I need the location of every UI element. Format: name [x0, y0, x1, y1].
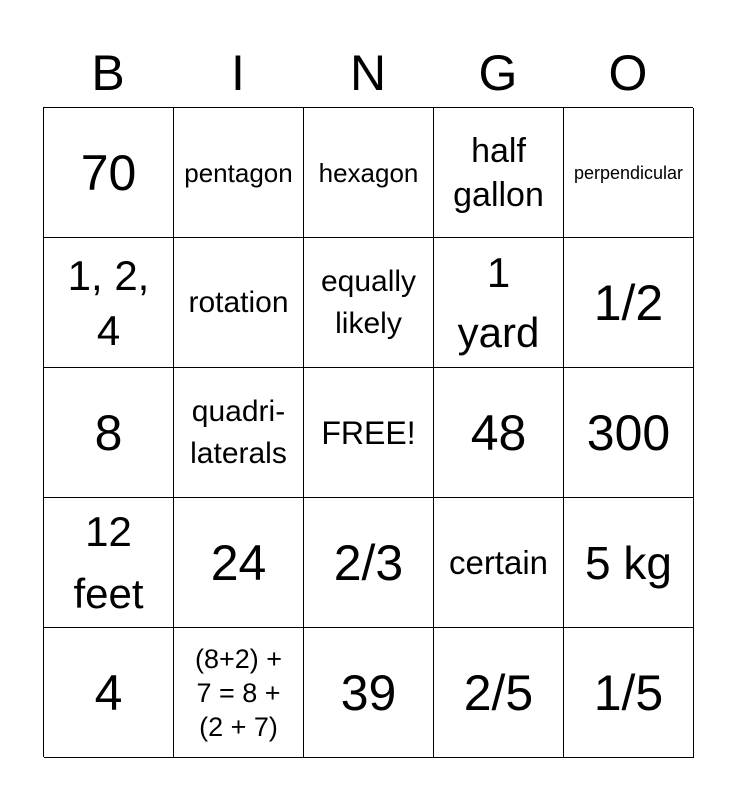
bingo-cell[interactable] — [44, 108, 174, 238]
bingo-cell[interactable] — [174, 628, 304, 758]
bingo-cell[interactable] — [174, 368, 304, 498]
header-letter-o: O — [608, 45, 648, 101]
cell-text: half gallon — [453, 131, 544, 214]
bingo-cell[interactable] — [44, 628, 174, 758]
cell-text: 24 — [210, 534, 267, 591]
header-letter-n: N — [349, 45, 387, 101]
cell-text: 2/5 — [463, 664, 534, 721]
header-letter-i: I — [231, 45, 245, 101]
bingo-cell[interactable] — [174, 498, 304, 628]
header-letter-g: G — [478, 45, 518, 101]
bingo-board — [43, 107, 693, 757]
bingo-cell[interactable] — [564, 368, 694, 498]
cell-text: 1/2 — [593, 274, 664, 331]
cell-text: 1/5 — [593, 664, 664, 721]
bingo-cell[interactable] — [44, 238, 174, 368]
bingo-header — [43, 40, 693, 106]
bingo-cell[interactable] — [174, 108, 304, 238]
bingo-cell[interactable] — [304, 498, 434, 628]
bingo-cell[interactable] — [304, 628, 434, 758]
bingo-cell[interactable] — [434, 498, 564, 628]
cell-text: 12 feet — [73, 507, 144, 617]
bingo-cell[interactable] — [434, 238, 564, 368]
cell-text: perpendicular — [573, 162, 684, 183]
bingo-cell[interactable] — [304, 108, 434, 238]
cell-text: (8+2) + 7 = 8 + (2 + 7) — [194, 643, 283, 742]
cell-text: quadri- laterals — [190, 394, 287, 470]
bingo-cell[interactable] — [564, 498, 694, 628]
bingo-cell[interactable] — [44, 368, 174, 498]
bingo-cell[interactable] — [564, 628, 694, 758]
cell-text: 8 — [94, 404, 123, 461]
cell-text: equally likely — [320, 264, 417, 340]
bingo-cell[interactable] — [434, 628, 564, 758]
cell-text: 70 — [80, 144, 137, 201]
cell-text: certain — [448, 543, 549, 581]
cell-text: 4 — [94, 664, 123, 721]
cell-text: 5 kg — [585, 536, 672, 589]
cell-text: hexagon — [318, 157, 419, 188]
bingo-cell[interactable] — [174, 238, 304, 368]
bingo-cell[interactable] — [564, 238, 694, 368]
bingo-cell[interactable] — [304, 238, 434, 368]
cell-text: rotation — [188, 285, 289, 319]
header-letter-b: B — [91, 45, 125, 101]
bingo-cell[interactable] — [44, 498, 174, 628]
cell-text: 2/3 — [333, 534, 404, 591]
bingo-cell[interactable] — [434, 108, 564, 238]
cell-text: FREE! — [321, 414, 416, 451]
bingo-cell[interactable] — [564, 108, 694, 238]
cell-text: 1, 2, 4 — [67, 251, 150, 354]
cell-text: 48 — [470, 404, 527, 461]
cell-text: 300 — [586, 404, 671, 461]
cell-text: 1 yard — [457, 248, 540, 356]
bingo-cell[interactable] — [304, 368, 434, 498]
bingo-cell[interactable] — [434, 368, 564, 498]
cell-text: pentagon — [184, 157, 293, 188]
cell-text: 39 — [340, 664, 397, 721]
